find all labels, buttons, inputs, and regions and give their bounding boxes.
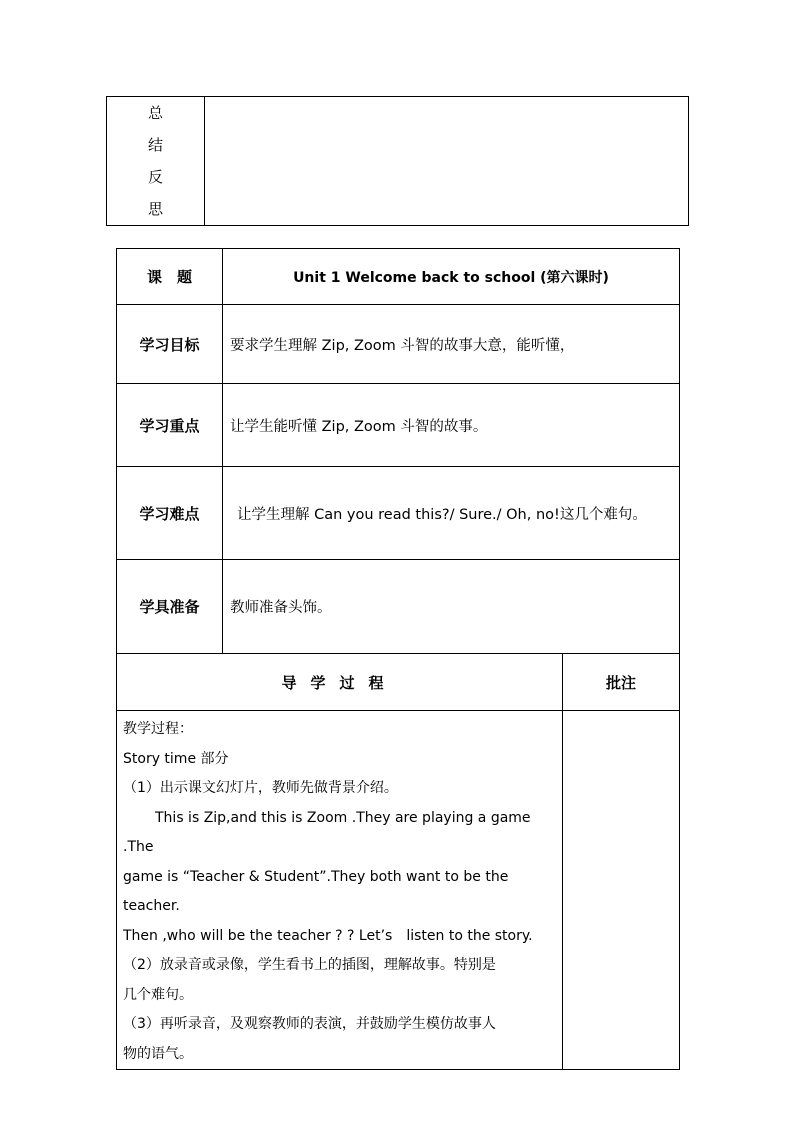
summary-label-char: 思 bbox=[147, 200, 163, 218]
objective-label: 学习目标 bbox=[117, 305, 223, 384]
key-point-label: 学习重点 bbox=[117, 384, 223, 467]
process-line: （3）再听录音，及观察教师的表演，并鼓励学生模仿故事人 bbox=[123, 1016, 496, 1032]
difficulty-row bbox=[117, 467, 680, 560]
summary-content-cell[interactable] bbox=[205, 97, 689, 226]
process-line: Then ,who will be the teacher ? ? Let’s listen to the story. bbox=[123, 927, 533, 944]
process-line: （2）放录音或录像，学生看书上的插图，理解故事。特别是 bbox=[123, 957, 496, 973]
process-line: （1）出示课文幻灯片，教师先做背景介绍。 bbox=[123, 780, 398, 796]
process-line: game is “Teacher & Student”.They both want to be the teacher. bbox=[123, 868, 509, 914]
key-point-row bbox=[117, 384, 680, 467]
objective-row bbox=[117, 305, 680, 384]
summary-label-char: 结 bbox=[147, 136, 163, 154]
process-line: 教学过程： bbox=[123, 721, 193, 737]
process-line: 几个难句。 bbox=[123, 986, 193, 1003]
process-line: Story time 部分 bbox=[123, 750, 229, 767]
summary-label-char: 反 bbox=[147, 168, 163, 186]
process-header: 导学过程 bbox=[281, 673, 398, 692]
summary-label bbox=[107, 97, 205, 226]
notes-header: 批注 bbox=[563, 654, 680, 711]
summary-label-char: 总 bbox=[147, 104, 163, 122]
topic-row bbox=[117, 249, 680, 305]
lesson-table bbox=[116, 248, 680, 1070]
process-row bbox=[117, 711, 680, 1070]
materials-row bbox=[117, 560, 680, 654]
difficulty-label: 学习难点 bbox=[117, 467, 223, 560]
topic-label: 课 题 bbox=[117, 249, 223, 305]
materials-value: 教师准备头饰。 bbox=[223, 560, 680, 654]
materials-label: 学具准备 bbox=[117, 560, 223, 654]
objective-value: 要求学生理解 Zip, Zoom 斗智的故事大意，能听懂， bbox=[223, 305, 680, 384]
process-content bbox=[117, 711, 563, 1070]
difficulty-value: 让学生理解 Can you read this?/ Sure./ Oh, no!这几个难句。 bbox=[223, 467, 680, 560]
key-point-value: 让学生能听懂 Zip, Zoom 斗智的故事。 bbox=[223, 384, 680, 467]
notes-cell[interactable] bbox=[563, 711, 680, 1070]
topic-value: Unit 1 Welcome back to school (第六课时) bbox=[223, 249, 680, 305]
summary-table bbox=[106, 96, 689, 226]
process-line: 物的语气。 bbox=[123, 1045, 193, 1062]
process-header-row bbox=[117, 654, 680, 711]
process-header-cell bbox=[117, 654, 563, 711]
process-line: This is Zip,and this is Zoom .They are playing a game .The bbox=[123, 809, 531, 855]
